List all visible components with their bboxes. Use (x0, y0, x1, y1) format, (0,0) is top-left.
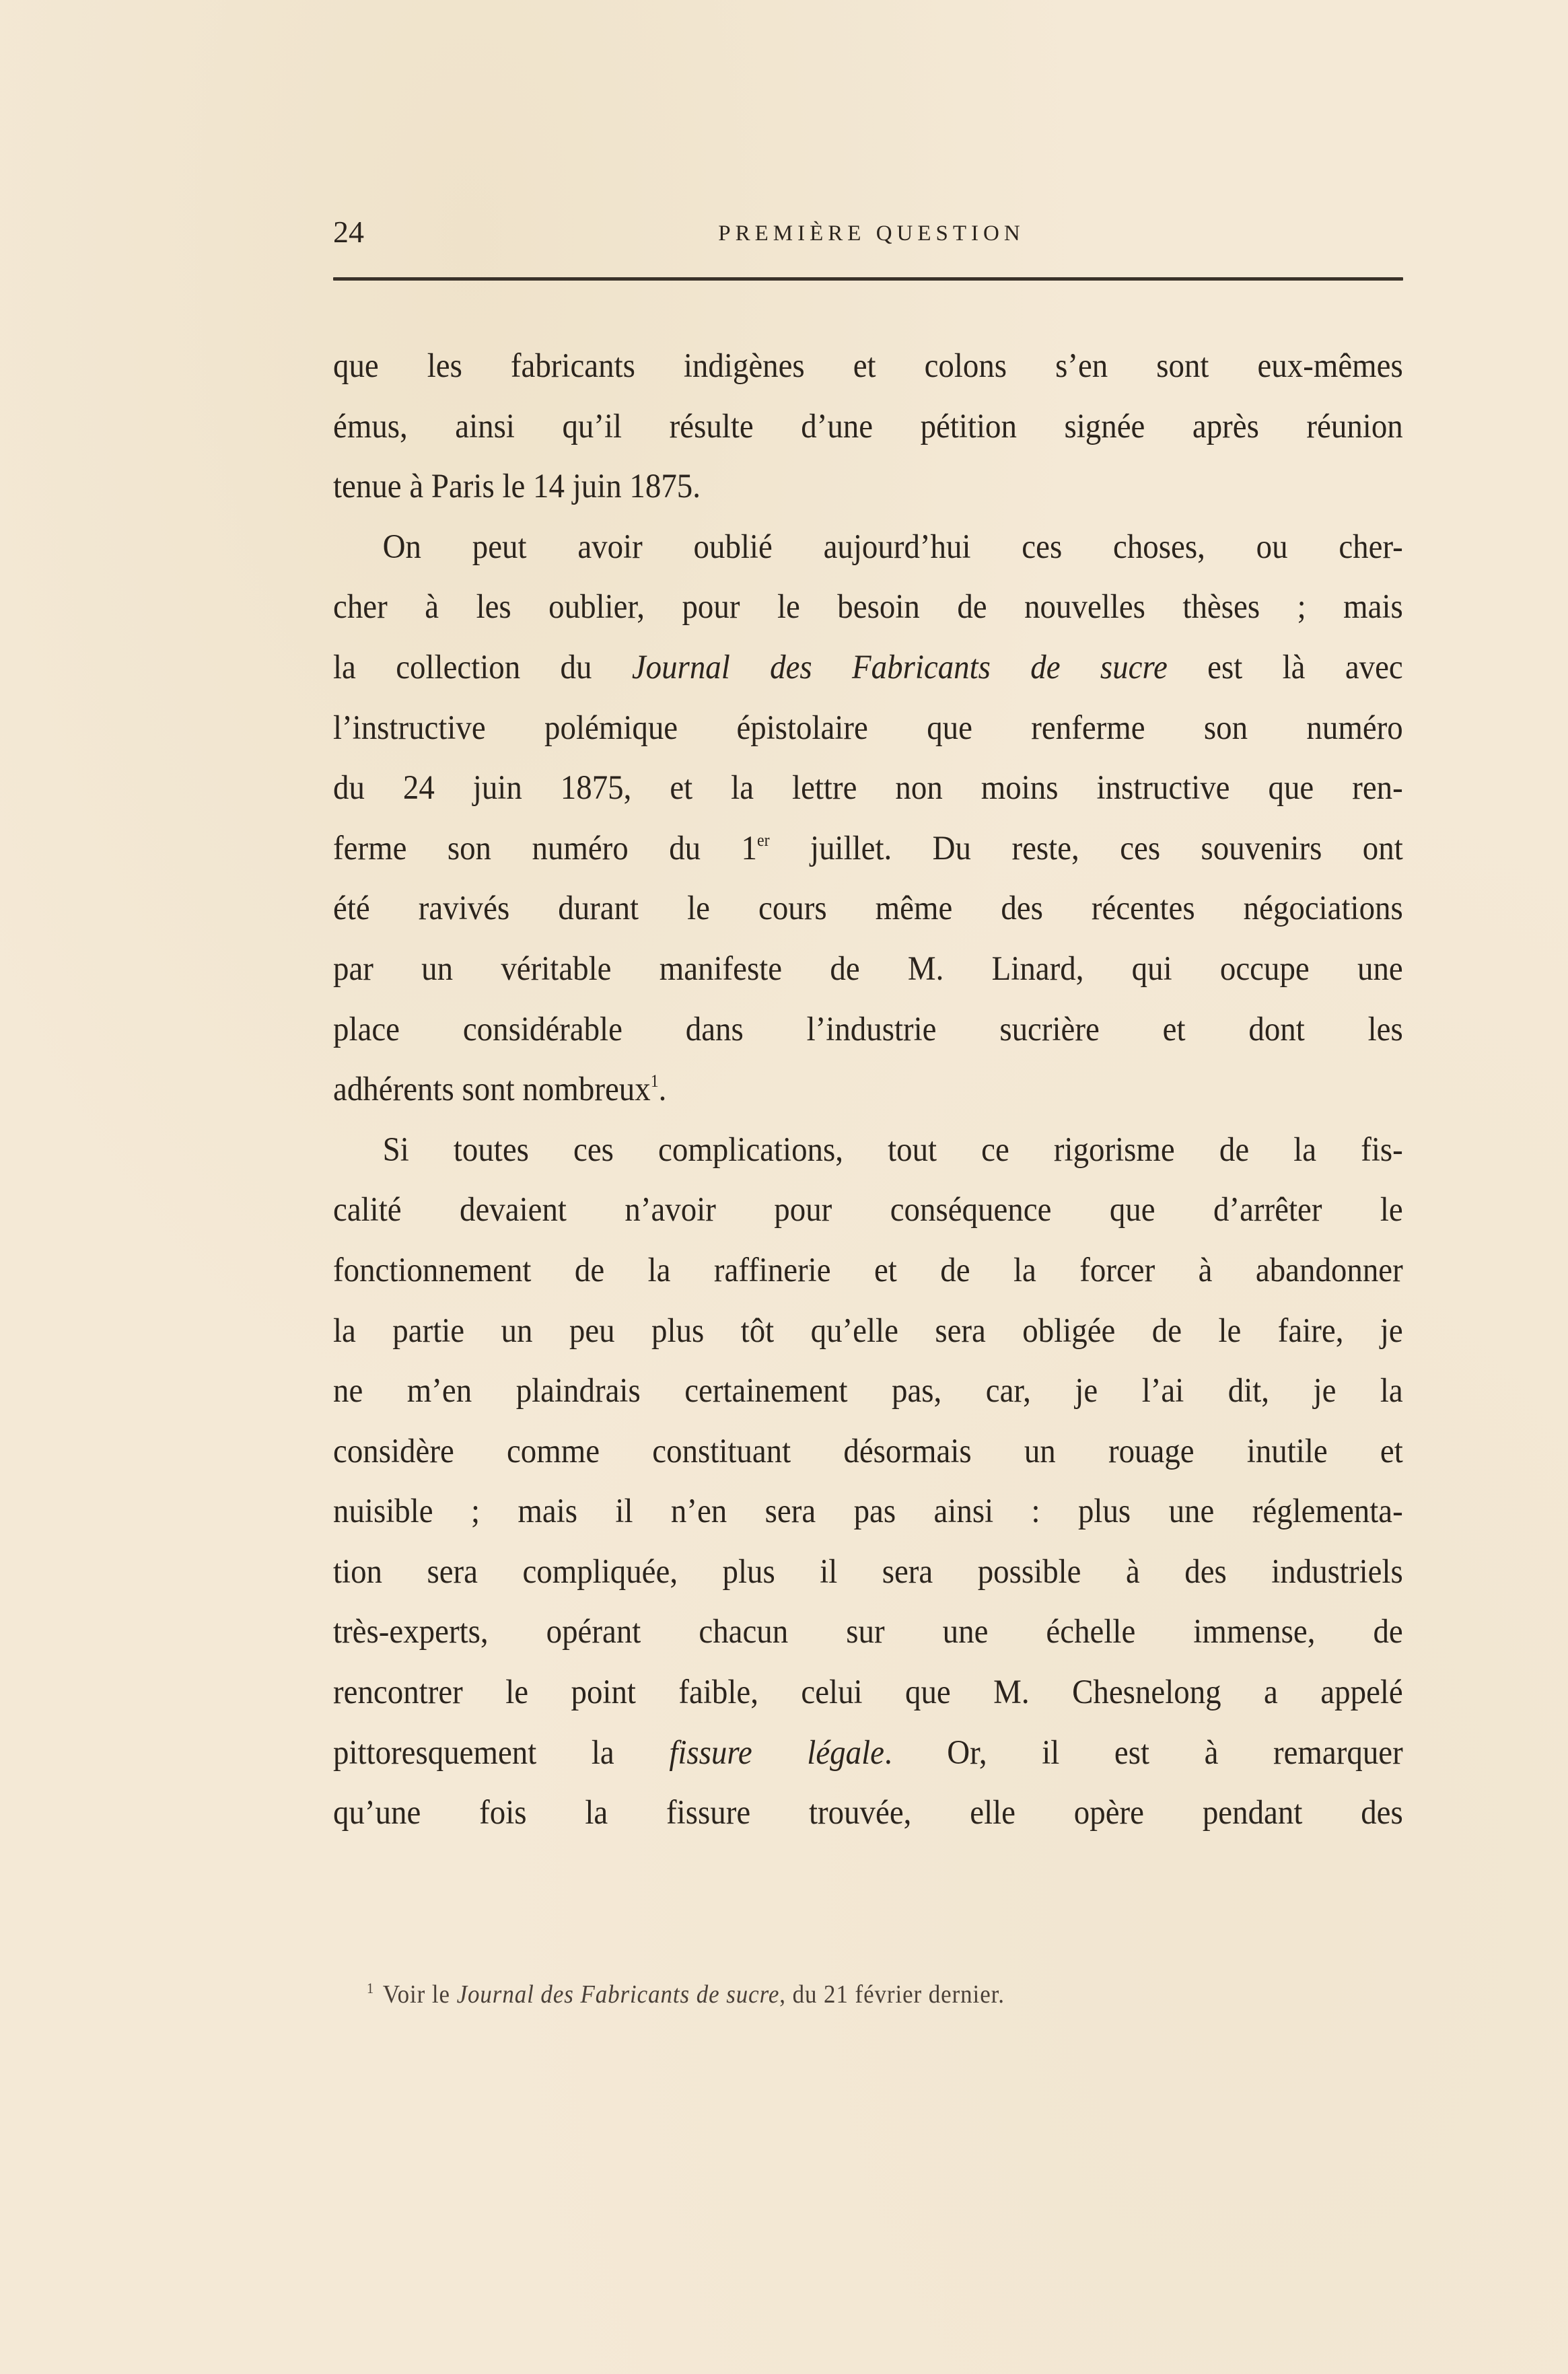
text-line (333, 1723, 1403, 1784)
text-segment: adhérents sont nombreux (333, 1071, 651, 1109)
text-segment: pittoresquement la (333, 1733, 670, 1772)
text-line: nuisible ; mais il n’en sera pas ainsi : plus une réglementa- (333, 1492, 1403, 1531)
text-line: tenue à Paris le 14 juin 1875. (333, 468, 701, 506)
text-line: très-experts, opérant chacun sur une échelle immense, de (333, 1613, 1403, 1651)
text-line: Si toutes ces complications, tout ce rigorisme de la fis- (382, 1130, 1403, 1169)
fissure-legale-italic: fissure légale (669, 1733, 884, 1772)
footnote-reference[interactable]: 1 (650, 1071, 659, 1091)
text-line: qu’une fois la fissure trouvée, elle opère pendant des (333, 1794, 1403, 1832)
footnote-journal-title-italic: Journal des Fabricants de sucre (456, 1980, 780, 2009)
footnote-marker: 1 (367, 1980, 375, 1997)
text-line: par un véritable manifeste de M. Linard, qui occupe une (333, 949, 1403, 988)
text-segment: ferme son numéro du 1 (333, 829, 758, 867)
text-line (333, 819, 1403, 879)
text-line: rencontrer le point faible, celui que M. Chesnelong a appelé (333, 1674, 1403, 1712)
text-line: émus, ainsi qu’il résulte d’une pétition signée après réunion (333, 407, 1403, 445)
text-segment: juillet. Du reste, ces souvenirs ont (769, 829, 1403, 867)
text-line: On peut avoir oublié aujourd’hui ces choses, ou cher- (382, 528, 1403, 566)
footnote-text: Voir le (382, 1980, 457, 2009)
footnote-text: , du 21 février dernier. (779, 1980, 1005, 2009)
text-line: ne m’en plaindrais certainement pas, car, je l’ai dit, je la (333, 1372, 1403, 1410)
text-line: considère comme constituant désormais un rouage inutile et (333, 1432, 1403, 1470)
text-segment: . Or, il est à remarquer (884, 1733, 1403, 1772)
ordinal-superscript: er (757, 830, 770, 850)
text-line: cher à les oublier, pour le besoin de nouvelles thèses ; mais (333, 588, 1403, 626)
header-rule (333, 277, 1403, 281)
text-line: calité devaient n’avoir pour conséquence que d’arrêter le (333, 1191, 1403, 1229)
text-segment: la collection du (333, 648, 632, 686)
text-line: été ravivés durant le cours même des récentes négociations (333, 890, 1403, 928)
text-segment: est là avec (1167, 648, 1403, 686)
text-line: du 24 juin 1875, et la lettre non moins instructive que ren- (333, 769, 1403, 807)
text-segment: . (658, 1071, 667, 1109)
text-line: la partie un peu plus tôt qu’elle sera obligée de le faire, je (333, 1311, 1403, 1350)
text-line: place considérable dans l’industrie sucrière et dont les (333, 1010, 1403, 1048)
running-head (333, 212, 1403, 252)
footnote (367, 1968, 1295, 2015)
journal-title-italic: Journal des Fabricants de sucre (631, 648, 1168, 686)
text-line: tion sera compliquée, plus il sera possible à des industriels (333, 1552, 1403, 1591)
body-text (333, 336, 1403, 1844)
text-line (333, 638, 1403, 698)
running-title: PREMIÈRE QUESTION (718, 221, 1025, 246)
text-line: l’instructive polémique épistolaire que renferme son numéro (333, 709, 1403, 747)
text-line: fonctionnement de la raffinerie et de la forcer à abandonner (333, 1251, 1403, 1289)
text-line: que les fabricants indigènes et colons s’en sont eux-mêmes (333, 347, 1403, 385)
text-line (333, 1060, 1403, 1120)
page-number: 24 (333, 215, 364, 249)
